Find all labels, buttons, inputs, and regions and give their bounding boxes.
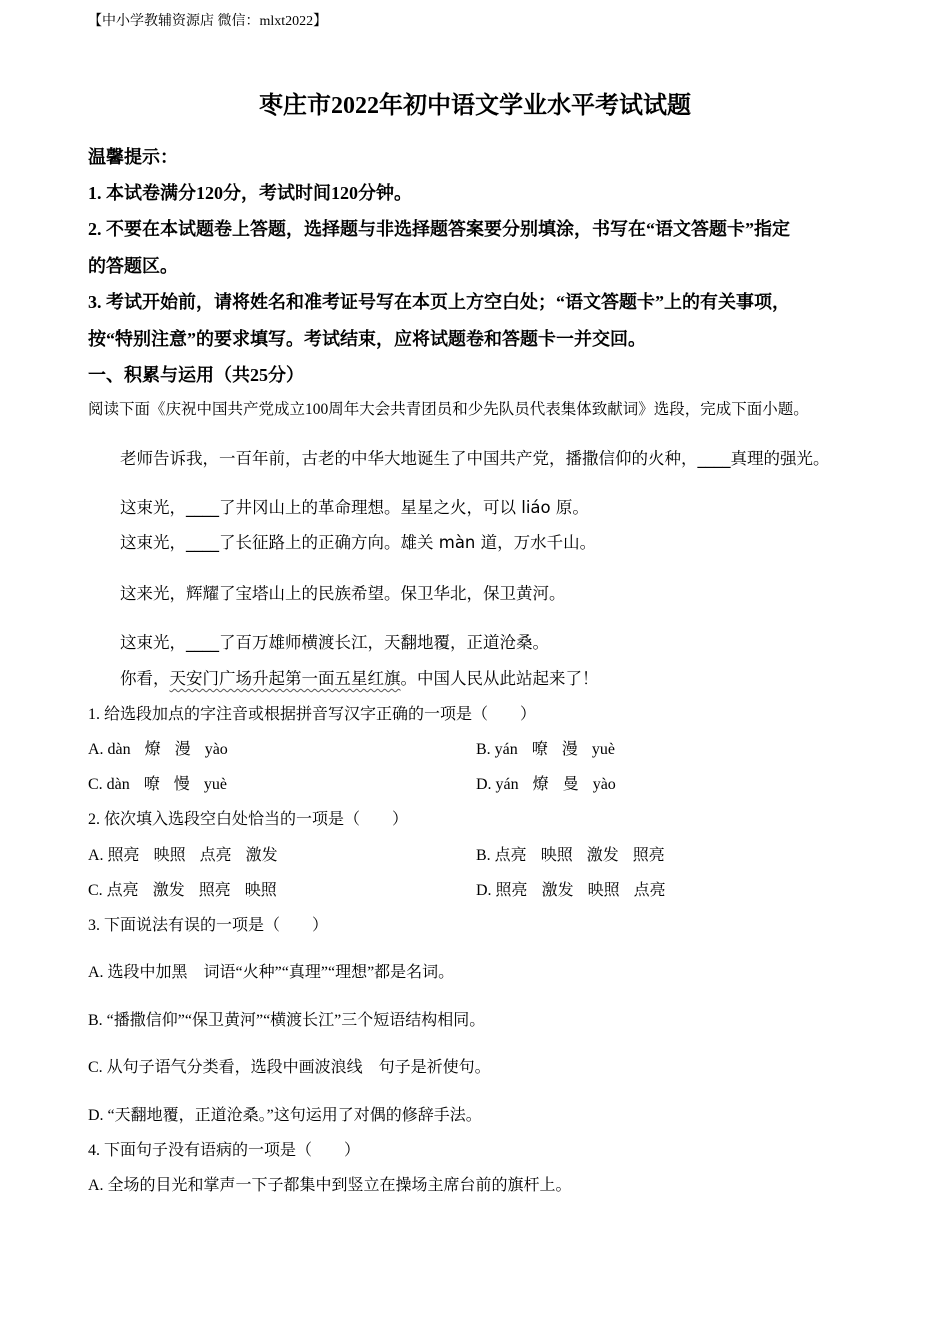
option-part: 燎 bbox=[532, 776, 549, 793]
question-3-option-a[interactable]: A. 选段中加黑 词语“火种”“真理”“理想”都是名词。 bbox=[88, 964, 455, 981]
passage-para-3: 这束光，____了长征路上的正确方向。雄关 màn 道，万水千山。 bbox=[120, 533, 597, 552]
option-part: 映照 bbox=[153, 847, 186, 864]
question-2-option-c[interactable] bbox=[88, 883, 277, 899]
option-part: 曼 bbox=[562, 776, 579, 793]
option-part: B. yán bbox=[476, 741, 518, 758]
question-4-option-a[interactable]: A. 全场的目光和掌声一下子都集中到竖立在操场主席台前的旗杆上。 bbox=[88, 1177, 572, 1194]
passage-para-4: 这来光，辉耀了宝塔山上的民族希望。保卫华北，保卫黄河。 bbox=[120, 584, 566, 603]
option-part: A. 照亮 bbox=[88, 847, 140, 864]
option-part: 照亮 bbox=[198, 882, 231, 899]
option-part: 照亮 bbox=[632, 847, 665, 864]
tip-item-3-line-2: 按“特别注意”的要求填写。考试结束，应将试题卷和答题卡一并交回。 bbox=[88, 329, 646, 349]
passage-para-5: 这束光，____了百万雄师横渡长江，天翻地覆，正道沧桑。 bbox=[120, 633, 549, 652]
option-part: C. 点亮 bbox=[88, 882, 139, 899]
option-part: 漫 bbox=[561, 741, 578, 758]
passage-para-2: 这束光，____了井冈山上的革命理想。星星之火，可以 liáo 原。 bbox=[120, 498, 589, 517]
option-part: 点亮 bbox=[633, 882, 666, 899]
tips-heading: 温馨提示： bbox=[88, 147, 178, 167]
option-part: D. 照亮 bbox=[476, 882, 528, 899]
option-part: A. dàn bbox=[88, 741, 131, 758]
option-part: 映照 bbox=[244, 882, 277, 899]
question-1-option-a[interactable] bbox=[88, 742, 228, 758]
tip-item-2-line-2: 的答题区。 bbox=[88, 256, 178, 276]
option-part: 燎 bbox=[144, 741, 161, 758]
option-part: 嘹 bbox=[531, 741, 548, 758]
option-part: 激发 bbox=[152, 882, 185, 899]
wavy-underlined-sentence: 天安门广场升起第一面五星红旗 bbox=[169, 669, 401, 688]
question-4-stem: 4. 下面句子没有语病的一项是（ ） bbox=[88, 1142, 361, 1159]
passage-para-1: 老师告诉我，一百年前，古老的中华大地诞生了中国共产党，播撒信仰的火种，____真理的强光。 bbox=[120, 449, 830, 468]
option-part: yuè bbox=[591, 741, 615, 758]
question-3-option-d[interactable]: D. “天翻地覆，正道沧桑。”这句运用了对偶的修辞手法。 bbox=[88, 1107, 482, 1124]
option-part: 激发 bbox=[245, 847, 278, 864]
tip-item-3-line-1: 3. 考试开始前，请将姓名和准考证号写在本页上方空白处；“语文答题卡”上的有关事项， bbox=[88, 292, 790, 312]
question-1-stem: 1. 给选段加点的字注音或根据拼音写汉字正确的一项是（ ） bbox=[88, 706, 537, 723]
option-part: C. dàn bbox=[88, 776, 130, 793]
option-part: 点亮 bbox=[199, 847, 232, 864]
question-2-option-a[interactable] bbox=[88, 848, 278, 864]
question-2-stem: 2. 依次填入选段空白处恰当的一项是（ ） bbox=[88, 811, 409, 828]
option-part: 嘹 bbox=[143, 776, 160, 793]
question-3-option-c[interactable]: C. 从句子语气分类看，选段中画波浪线 句子是祈使句。 bbox=[88, 1059, 491, 1076]
passage-para-6 bbox=[120, 671, 599, 688]
tip-item-2-line-1: 2. 不要在本试题卷上答题，选择题与非选择题答案要分别填涂，书写在“语文答题卡”指定 bbox=[88, 219, 790, 239]
option-part: 映照 bbox=[587, 882, 620, 899]
question-3-option-b[interactable]: B. “播撒信仰”“保卫黄河”“横渡长江”三个短语结构相同。 bbox=[88, 1012, 486, 1029]
question-1-option-b[interactable] bbox=[476, 742, 615, 758]
passage-para-6-prefix: 你看， bbox=[120, 669, 170, 688]
question-3-stem: 3. 下面说法有误的一项是（ ） bbox=[88, 917, 329, 934]
page-header: 【中小学教辅资源店 微信：mlxt2022】 bbox=[88, 14, 328, 29]
page-title: 枣庄市2022年初中语文学业水平考试试题 bbox=[259, 93, 691, 119]
section-heading: 一、积累与运用（共25分） bbox=[88, 365, 304, 385]
option-part: B. 点亮 bbox=[476, 847, 527, 864]
option-part: 激发 bbox=[586, 847, 619, 864]
option-part: 映照 bbox=[540, 847, 573, 864]
question-2-option-d[interactable] bbox=[476, 883, 666, 899]
tip-item-1: 1. 本试卷满分120分，考试时间120分钟。 bbox=[88, 183, 412, 203]
option-part: 激发 bbox=[541, 882, 574, 899]
question-2-option-b[interactable] bbox=[476, 848, 665, 864]
reading-intro: 阅读下面《庆祝中国共产党成立100周年大会共青团员和少先队员代表集体致献词》选段，完成下面小题。 bbox=[88, 401, 809, 418]
option-part: yào bbox=[592, 776, 616, 793]
option-part: 慢 bbox=[173, 776, 190, 793]
question-1-option-d[interactable] bbox=[476, 777, 616, 793]
option-part: yào bbox=[204, 741, 228, 758]
option-part: yuè bbox=[203, 776, 227, 793]
passage-para-6-suffix: 。中国人民从此站起来了！ bbox=[400, 669, 599, 688]
question-1-option-c[interactable] bbox=[88, 777, 227, 793]
option-part: D. yán bbox=[476, 776, 519, 793]
option-part: 漫 bbox=[174, 741, 191, 758]
